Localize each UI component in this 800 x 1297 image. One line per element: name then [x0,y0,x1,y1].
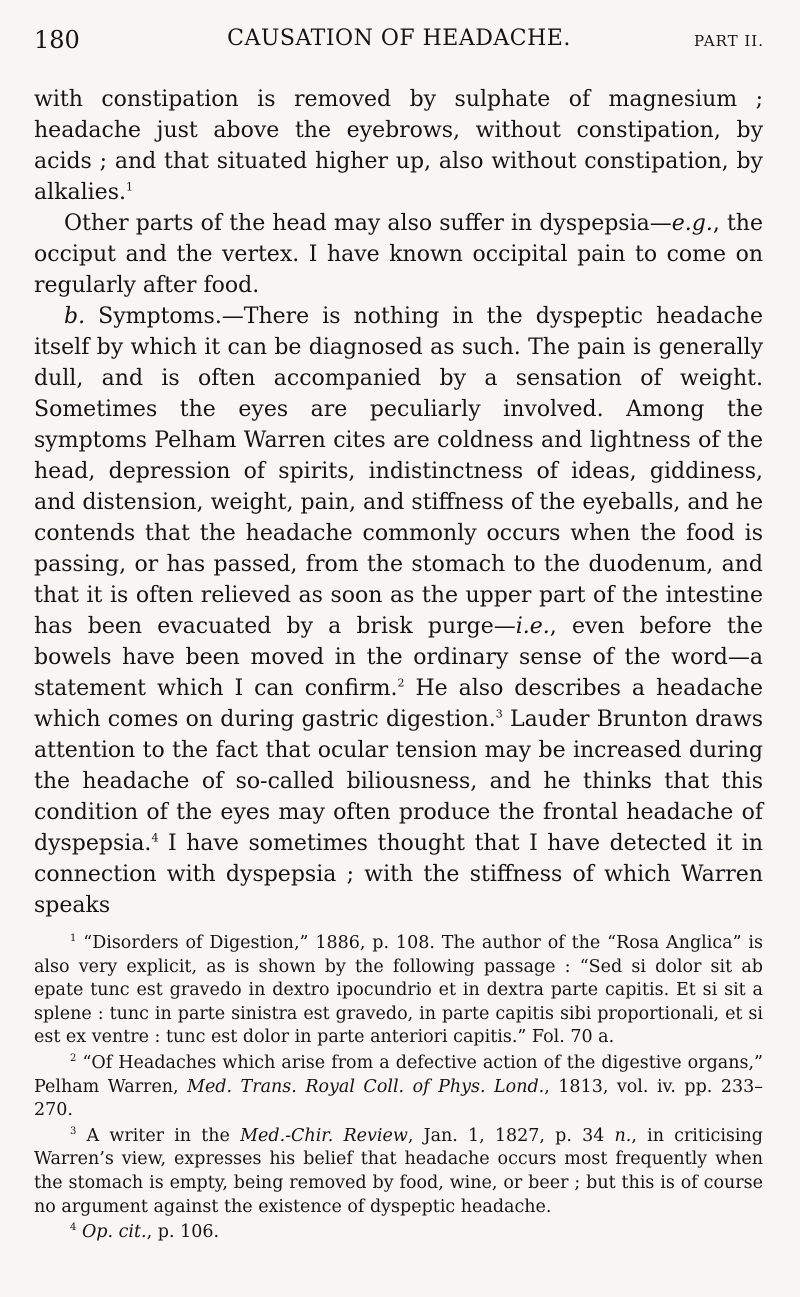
paragraph-2 [34,208,763,301]
footnote-4-opcit: Op. cit. [81,1222,147,1243]
paragraph-2-text-b: , the occiput and the vertex. I have known occipital pain to come on regularly after food. [34,211,763,298]
footnote-3-text-b: , Jan. 1, 1827, p. 34 [407,1125,615,1146]
paragraph-1-text: with constipation is removed by sulphate of magnesium ; headache just above the eyebrows, without constipation, by acids ; and that situated higher up, also without constipation, by alkalies. [34,87,763,205]
footnote-2-text-a: “Of Headaches which arise from a defective action of the digestive organs,” Pelham Warren, [34,1052,763,1097]
paragraph-3-text-e: Lauder Brunton draws attention to the fact that ocular tension may be increased during the headache of so-called biliousness, and he thinks that this condition of the eyes may often produce the frontal headache of dyspepsia. [34,707,764,856]
footnote-1-text: “Disorders of Digestion,” 1886, p. 108. The author of the “Rosa Anglica” is also very explicit, as is shown by the following passage : “Sed si dolor sit ab epate tunc est gravedo in dextro ipocundrio et in dextra parte capitis. Et si sit a splene : tunc in parte sinistra est gravedo, in parte capitis sibi proportionali, et si est ex ventre : tunc est dolor in parte anteriori capitis.” Fol. 70 a. [34,933,763,1048]
footnote-4-text: , p. 106. [146,1222,220,1243]
footnote-ref-1: 1 [125,180,133,194]
footnote-ref-2: 2 [397,676,405,690]
footnote-3-journal: Med.-Chir. Review [240,1125,408,1146]
paragraph-3 [34,301,763,921]
main-text [34,84,763,921]
paragraph-3-text-c: , even before the bowels have been moved in the ordinary sense of the word—a statement which I can confirm. [34,614,763,701]
footnote-2-journal: Med. Trans. Royal Coll. of Phys. Lond. [187,1076,545,1097]
footnote-1-number: 1 [70,933,77,945]
footnote-3 [34,1125,763,1219]
paragraph-3-text-f: I have sometimes thought that I have detected it in connection with dyspepsia ; with the stiffness of which Warren speaks [34,831,763,918]
eg-abbrev: e.g. [671,211,713,236]
footnote-ref-3: 3 [495,707,503,721]
paragraph-3-text-a: Symptoms.—There is nothing in the dyspeptic headache itself by which it can be diagnosed as such. The pain is generally dull, and is often accompanied by a sensation of weight. Sometimes the eyes are peculiarly involved. Among the symptoms Pelham Warren cites are coldness and lightness of the head, depression of spirits, indistinctness of ideas, giddiness, and distension, weight, pain, and stiffness of the eyeballs, and he contends that the headache commonly occurs when the food is passing, or has passed, from the stomach to the duodenum, and that it is often relieved as soon as the upper part of the intestine has been evacuated by a brisk purge— [34,304,763,639]
page-number: 180 [34,26,80,54]
ie-abbrev: i.e. [515,614,550,639]
footnote-4-number: 4 [70,1222,77,1234]
paragraph-3-text-d: He also describes a headache which comes on during gastric digestion. [34,676,764,732]
footnote-1 [34,932,763,1050]
footnote-4 [34,1221,763,1245]
footnote-3-text-a: A writer in the [76,1125,241,1146]
footnote-3-number: 3 [70,1125,77,1137]
part-label: PART II. [694,32,764,50]
running-title: CAUSATION OF HEADACHE. [227,26,571,51]
footnote-ref-4: 4 [151,831,159,845]
footnote-3-text-c: , in criticising Warren’s view, expresses his belief that headache occurs most frequently when the stomach is empty, being removed by food, wine, or beer ; but this is of course no argument against the existence of dyspeptic headache. [34,1125,763,1217]
footnote-2-number: 2 [70,1053,77,1065]
footnote-2 [34,1052,763,1123]
paragraph-1 [34,84,763,208]
footnote-3-note-abbrev: n. [614,1125,632,1146]
footnote-2-text-b: , 1813, vol. iv. pp. 233–270. [34,1076,763,1121]
footnotes [34,932,763,1247]
running-header [34,26,764,66]
paragraph-2-text-a: Other parts of the head may also suffer in dyspepsia— [64,211,672,236]
section-letter: b. [64,304,86,329]
